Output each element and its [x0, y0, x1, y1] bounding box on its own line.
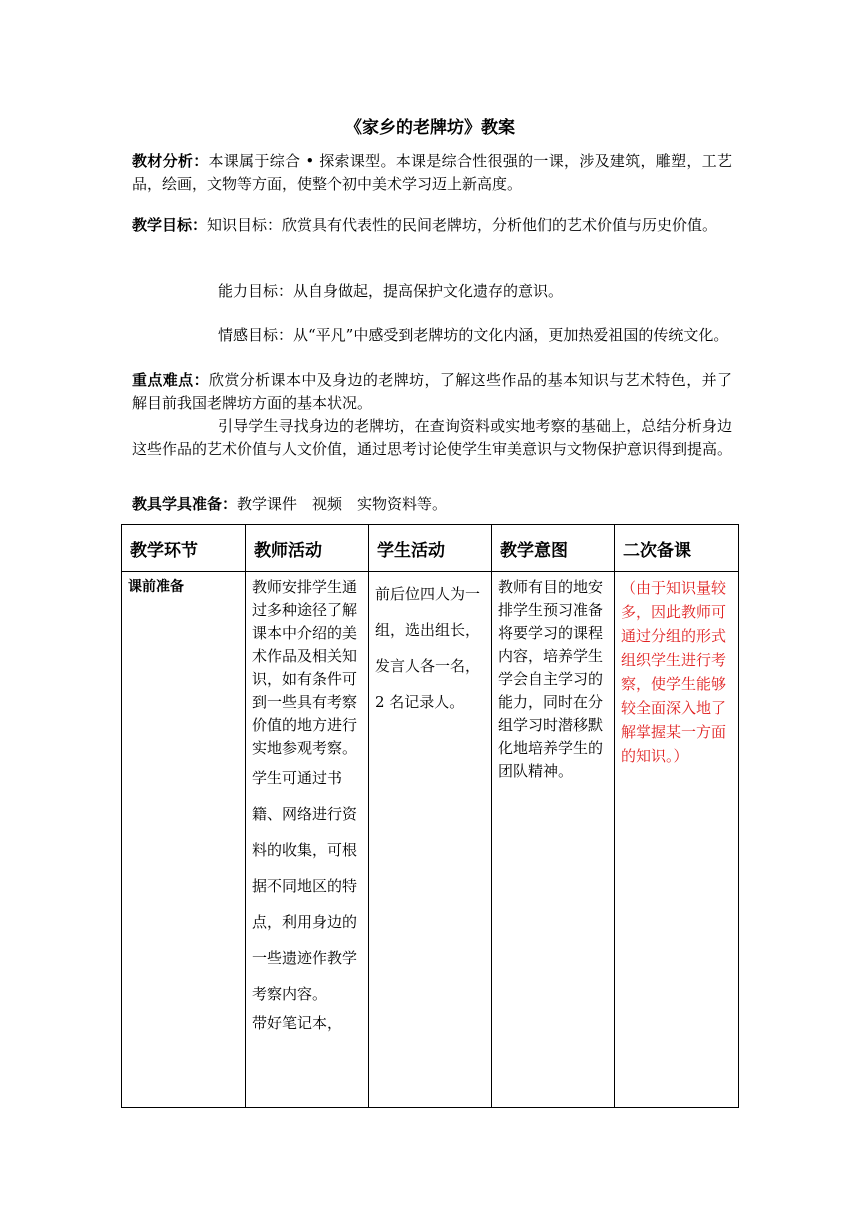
keypoints-section — [132, 369, 732, 461]
header-student: 学生活动 — [369, 525, 492, 572]
second-prep: （由于知识量较多，因此教师可通过分组的形式组织学生进行考察，使学生能够较全面深入地了解掌握某一方面的知识。） — [621, 579, 727, 765]
document-title: 《家乡的老牌坊》教案 — [345, 118, 515, 138]
goals-emotion: 情感目标：从“平凡”中感受到老牌坊的文化内涵，更加热爱祖国的传统文化。 — [218, 326, 729, 344]
header-intent: 教学意图 — [492, 525, 615, 572]
goals-knowledge: 知识目标：欣赏具有代表性的民间老牌坊，分析他们的艺术价值与历史价值。 — [207, 216, 718, 234]
header-teacher: 教师活动 — [246, 525, 369, 572]
teacher-activity-3: 带好笔记本， — [252, 1014, 343, 1032]
materials-section — [132, 493, 732, 516]
goals-label: 教学目标： — [132, 216, 208, 234]
goals-ability: 能力目标：从自身做起，提高保护文化遗存的意识。 — [218, 282, 564, 300]
table-row — [122, 572, 739, 1108]
header-second: 二次备课 — [615, 525, 739, 572]
cell-student — [369, 572, 492, 1108]
cell-teacher — [246, 572, 369, 1108]
teacher-activity-2: 学生可通过书籍、网络进行资料的收集，可根据不同地区的特点，利用身边的一些遗迹作教学考察内容。 — [252, 769, 358, 1003]
cell-intent — [492, 572, 615, 1108]
materials-text: 教学课件 视频 实物资料等。 — [237, 495, 448, 513]
goals-emotion-block — [132, 324, 732, 347]
lesson-table — [121, 524, 739, 1108]
analysis-section — [132, 150, 732, 196]
analysis-text: 本课属于综合 • 探索课型。本课是综合性很强的一课，涉及建筑，雕塑，工艺品，绘画，文物等方面，使整个初中美术学习迈上新高度。 — [132, 152, 732, 193]
keypoints-label: 重点难点： — [132, 371, 209, 389]
goals-section — [132, 214, 732, 237]
student-activity: 前后位四人为一组，选出组长，发言人各一名，2 名记录人。 — [375, 585, 481, 711]
keypoints-text-2: 引导学生寻找身边的老牌坊，在查询资料或实地考察的基础上，总结分析身边这些作品的艺术价值与人文价值，通过思考讨论使学生审美意识与文物保护意识得到提高。 — [132, 417, 733, 458]
materials-label: 教具学具准备： — [132, 495, 238, 513]
keypoints-text-1: 欣赏分析课本中及身边的老牌坊，了解这些作品的基本知识与艺术特色，并了解目前我国老牌坊方面的基本状况。 — [132, 371, 732, 412]
analysis-label: 教材分析： — [132, 152, 209, 170]
header-stage: 教学环节 — [122, 525, 246, 572]
table-header-row — [122, 525, 739, 572]
teaching-intent: 教师有目的地安排学生预习准备将要学习的课程内容，培养学生学会自主学习的能力，同时在分组学习时潜移默化地培养学生的团队精神。 — [498, 578, 604, 780]
teacher-activity-1: 教师安排学生通过多种途径了解课本中介绍的美术作品及相关知识，如有条件可到一些具有考察价值的地方进行实地参观考察。 — [252, 578, 358, 757]
cell-second — [615, 572, 739, 1108]
cell-stage: 课前准备 — [122, 572, 246, 1108]
